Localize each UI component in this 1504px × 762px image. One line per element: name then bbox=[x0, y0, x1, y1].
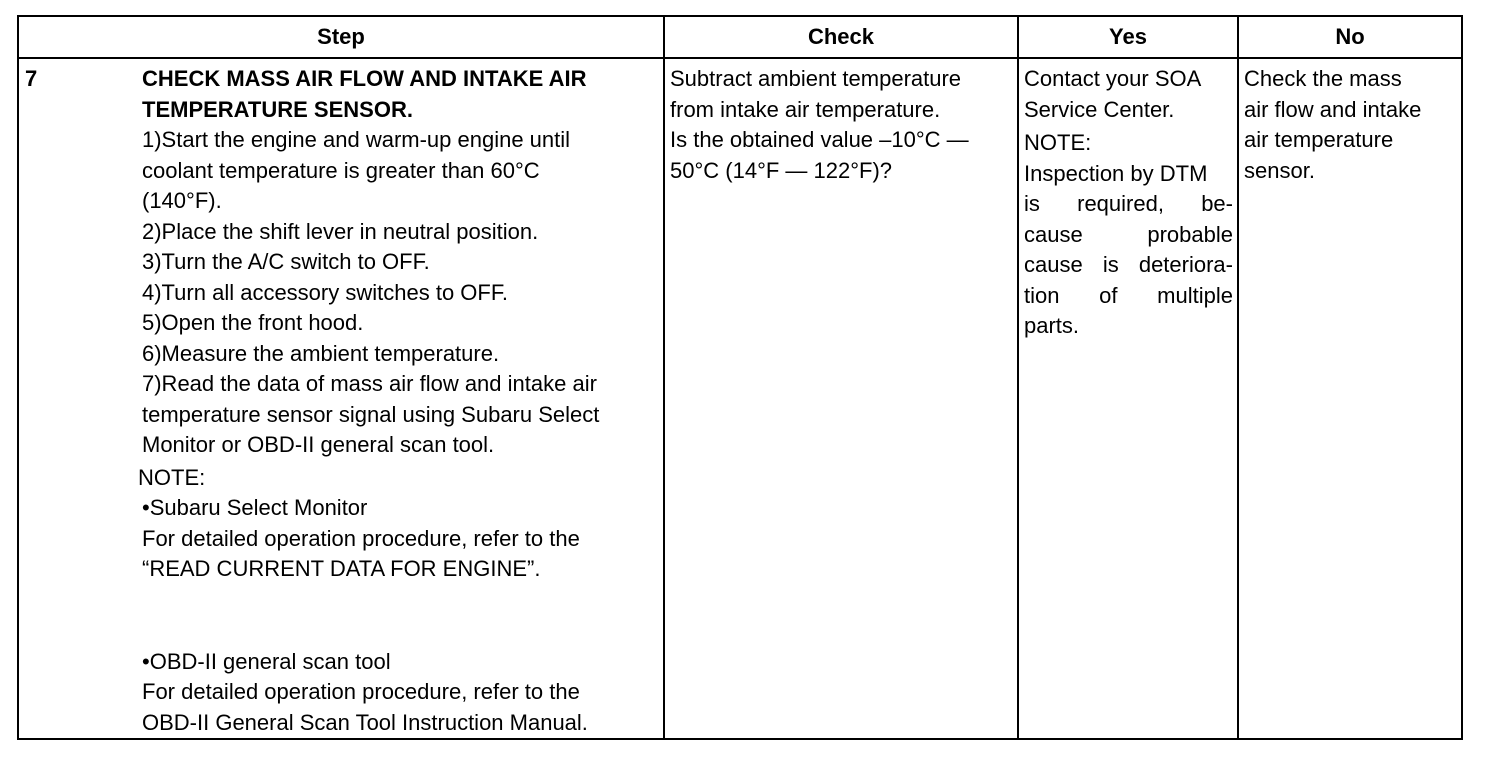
yes-note-label: NOTE: bbox=[1024, 130, 1092, 155]
instruction-line: (140°F). bbox=[142, 188, 222, 213]
note-scan-tool-line: •OBD-II general scan tool bbox=[142, 648, 391, 674]
yes-note-line: cause is deteriora- bbox=[1024, 252, 1233, 277]
instruction-line: 1)Start the engine and warm-up engine until bbox=[142, 127, 571, 152]
yes-cell bbox=[1018, 58, 1238, 739]
header-no: No bbox=[1238, 16, 1462, 58]
yes-note-line: is required, be- bbox=[1024, 191, 1233, 216]
no-line: sensor. bbox=[1244, 157, 1315, 183]
instruction-line: Monitor or OBD-II general scan tool. bbox=[142, 432, 495, 457]
no-line: air temperature bbox=[1244, 127, 1394, 152]
yes-note-line: cause probable bbox=[1024, 221, 1233, 247]
check-line: Subtract ambient temperature bbox=[670, 66, 962, 91]
note-scan-tool-line: For detailed operation procedure, refer to the bbox=[142, 679, 580, 704]
instruction-line: 7)Read the data of mass air flow and intake air bbox=[142, 371, 597, 396]
step-title-line: TEMPERATURE SENSOR. bbox=[142, 96, 413, 122]
no-line: Check the mass bbox=[1244, 66, 1402, 91]
check-cell bbox=[664, 58, 1018, 739]
note-select-monitor-line: For detailed operation procedure, refer to the bbox=[142, 525, 580, 551]
instruction-line: 3)Turn the A/C switch to OFF. bbox=[142, 249, 430, 274]
instruction-line: 6)Measure the ambient temperature. bbox=[142, 340, 500, 366]
step-title-line: CHECK MASS AIR FLOW AND INTAKE AIR bbox=[142, 66, 587, 91]
step-cell bbox=[18, 58, 664, 739]
header-step: Step bbox=[18, 16, 664, 58]
step-title bbox=[142, 64, 659, 125]
step-instructions bbox=[142, 125, 659, 461]
yes-note bbox=[1024, 128, 1233, 342]
note-select-monitor-line: “READ CURRENT DATA FOR ENGINE”. bbox=[142, 556, 541, 581]
no-cell bbox=[1238, 58, 1462, 739]
no-line: air flow and intake bbox=[1244, 96, 1422, 122]
step-note bbox=[138, 463, 659, 739]
note-label: NOTE: bbox=[138, 464, 206, 490]
check-line: 50°C (14°F — 122°F)? bbox=[670, 157, 893, 183]
yes-line: Contact your SOA bbox=[1024, 66, 1202, 91]
note-select-monitor-line: •Subaru Select Monitor bbox=[142, 495, 368, 520]
instruction-line: temperature sensor signal using Subaru Select bbox=[142, 401, 600, 427]
header-yes: Yes bbox=[1018, 16, 1238, 58]
header-row bbox=[18, 16, 1462, 58]
check-line: from intake air temperature. bbox=[670, 96, 941, 122]
instruction-line: 2)Place the shift lever in neutral position. bbox=[142, 218, 539, 244]
check-line: Is the obtained value –10°C — bbox=[670, 127, 969, 152]
instruction-line: 4)Turn all accessory switches to OFF. bbox=[142, 279, 508, 305]
table-row bbox=[18, 58, 1462, 739]
step-body bbox=[138, 59, 663, 738]
yes-note-line: Inspection by DTM bbox=[1024, 160, 1208, 186]
instruction-line: 5)Open the front hood. bbox=[142, 310, 364, 335]
yes-note-line: parts. bbox=[1024, 313, 1080, 338]
yes-note-line: tion of multiple bbox=[1024, 282, 1233, 308]
step-number: 7 bbox=[25, 66, 38, 91]
header-check: Check bbox=[664, 16, 1018, 58]
instruction-line: coolant temperature is greater than 60°C bbox=[142, 157, 540, 183]
diagnostic-table bbox=[17, 15, 1463, 740]
yes-line: Service Center. bbox=[1024, 96, 1175, 122]
note-scan-tool-line: OBD-II General Scan Tool Instruction Manual. bbox=[142, 709, 588, 735]
